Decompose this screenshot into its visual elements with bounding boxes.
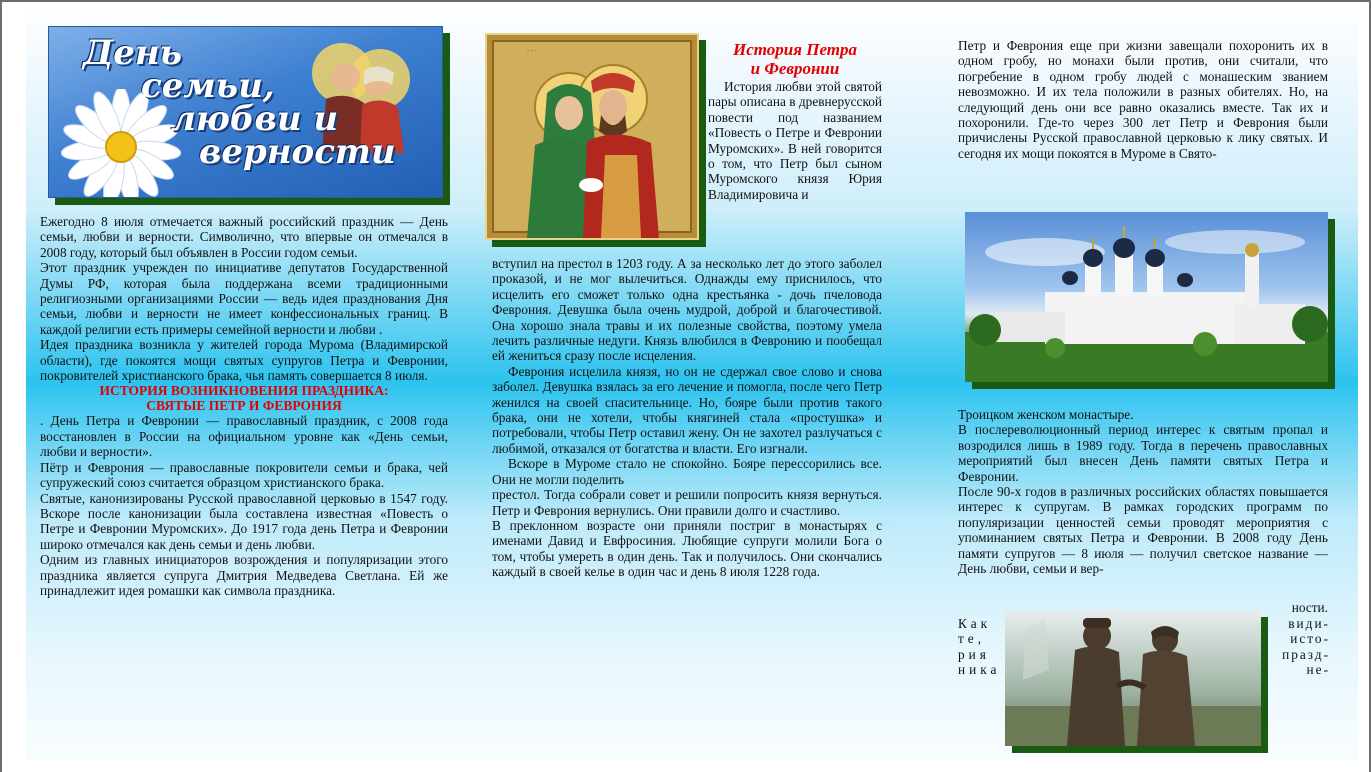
banner-title (83, 33, 443, 172)
paragraph: Петр и Феврония еще при жизни завещали похоронить их в одном гробу, но монахи были против, они считали, что погребение в одном гробу людей с монашеским званием невозможно. И их тела положили в разных обителях. Но, на следующий день они все равно оказались вместе. Так их и похоронили. Где-то через 300 лет Петр и Феврония были причислены Русской православной церковью к лику святых. И сегодня их мощи покоятся в Муроме в Свято- (958, 38, 1328, 161)
section-heading: СВЯТЫЕ ПЕТР И ФЕВРОНИЯ (146, 398, 342, 414)
wrapped-fragments-right (1272, 616, 1330, 678)
page-border-left (0, 0, 2, 772)
title-line: и Февронии (750, 59, 840, 78)
banner-title-line: любви и (171, 99, 339, 139)
banner-title-line: верности (199, 132, 396, 172)
paragraph: Троицком женском монастыре. (958, 407, 1134, 422)
orthodox-icon (487, 35, 697, 238)
holiday-banner (48, 26, 443, 198)
paragraph: . День Петра и Февронии — православный праздник, с 2008 года восстановлен в России на официальном уровне как «День семьи, любви и верности». (40, 413, 448, 460)
monastery-icon (965, 212, 1328, 382)
paragraph: Этот праздник учрежден по инициативе депутатов Государственной Думы РФ, которая была поддержана всеми традиционными религиозными организациями России — ведь идея празднования Дня семьи, любви и верности не имеет конфессиональных границ. В каждой религии есть примеры семейной верности и любви . (40, 260, 448, 337)
saints-icon-image (485, 33, 699, 240)
paragraph: престол. Тогда собрали совет и решили попросить князя вернуться. Петр и Феврония вернулись. Они правили долго и счастливо. (492, 487, 882, 518)
paragraph: Вскоре в Муроме стало не спокойно. Бояре перессорились все. Они не могли поделить (492, 456, 882, 487)
paragraph: В преклонном возрасте они приняли постриг в монастырях с именами Давид и Евфросиния. Любящие супруги молили Бога о том, чтобы умереть в один день. Так и получилось. Они скончались каждый в своей келье в один час и день 8 июля 1228 года. (492, 517, 882, 580)
text-fragment: не- (1306, 662, 1330, 678)
paragraph: Ежегодно 8 июля отмечается важный российский праздник — День семьи, любви и верности. Символично, что впервые он отмечался в 2008 году, который был объявлен в России годом семьи. (40, 214, 448, 260)
text-fragment: ника (958, 662, 1001, 678)
middle-column-text (492, 256, 882, 580)
title-line: История Петра (733, 40, 857, 59)
banner-title-line: День (83, 33, 183, 73)
page-border-top (0, 0, 1371, 2)
monument-photo (1005, 610, 1261, 746)
wrapped-word: ности. (1291, 600, 1328, 615)
paragraph: В послереволюционный период интерес к святым пропал и возродился лишь в 1989 году. Тогда в перечень православных мероприятий был внесен День памяти святых Петра и Февронии. (958, 422, 1328, 484)
paragraph: Пётр и Феврония — православные покровители семьи и брака, чей супружеский союз считается образцом христианского брака. (40, 459, 448, 491)
text-fragment: рия (958, 646, 990, 662)
right-column-text (958, 407, 1328, 576)
paragraph: История любви этой святой пары описана в древнерусской повести под названием «Повесть о Петре и Февронии Муромских». В ней говорится о том, что Петр был сыном Муромского князя Юрия Владимировича и (708, 79, 882, 202)
wrapped-fragments-left (958, 616, 1000, 678)
icon-inscription: · · · (527, 48, 537, 55)
paragraph: После 90-х годов в различных российских областях повышается интерес к супругам. В рамках городских программ по популяризации ценностей семьи проводят мероприятия с упоминанием святых Петра и Февронии. В 2008 году День памяти супругов — 8 июля — получил светское название — День любви, семьи и вер- (958, 484, 1328, 577)
monastery-photo (965, 212, 1328, 382)
paragraph: Идея праздника возникла у жителей города Мурома (Владимирской области), где покоятся мощи святых супругов Петра и Февронии, покровителей христианского брака, чья память совершается 8 июля. (40, 337, 448, 384)
middle-title (700, 40, 890, 78)
text-fragment: Как (958, 616, 992, 631)
middle-text-beside-icon (708, 79, 882, 202)
text-fragment: исто- (1290, 631, 1330, 647)
left-column-text (40, 214, 448, 598)
right-column-top-text (958, 38, 1328, 161)
text-fragment: види- (1288, 616, 1330, 631)
paragraph: Одним из главных инициаторов возрождения и популяризации этого праздника является супруга Дмитрия Медведева Светлана. Ей же принадлежит идея ромашки как символа праздника. (40, 552, 448, 598)
banner-title-line: семьи, (141, 66, 275, 106)
paragraph: вступил на престол в 1203 году. А за несколько лет до этого заболел проказой, и не мог вылечиться. Однажды ему приснилось, что исцелить его сможет только одна крестьянка - дочь пчеловода Феврония. Девушка была очень мудрой, доброй и благочестивой. Она хорошо знала травы и их полезные свойства, поэтому умела лечить различные недуги. Князь влюбился в Февронию и пообещал ей жениться сразу после исцеления. (492, 256, 882, 364)
text-fragment: празд- (1282, 646, 1330, 662)
monument-icon (1005, 610, 1261, 746)
paragraph: Святые, канонизированы Русской православной церковью в 1547 году. Вскоре после канонизации была составлена известная «Повесть о Петре и Февронии Муромских». До 1917 года день Петра и Февронии широко отмечался как день семьи и день любви. (40, 490, 448, 552)
text-fragment: те, (958, 631, 986, 647)
section-heading: ИСТОРИЯ ВОЗНИКНОВЕНИЯ ПРАЗДНИКА: (99, 383, 389, 399)
paragraph: Феврония исцелила князя, но он не сдержал свое слово и снова заболел. Девушка взялась за его лечение и помогла, после чего Петр женился на своей спасительнице. Но, бояре были против такого брака, они не хотели, чтобы княгиней стала «простушка» и потребовали, чтобы Петр оставил жену. Он не захотел разлучаться с любимой, отказался от богатства и власти. Его изгнали. (492, 363, 882, 456)
